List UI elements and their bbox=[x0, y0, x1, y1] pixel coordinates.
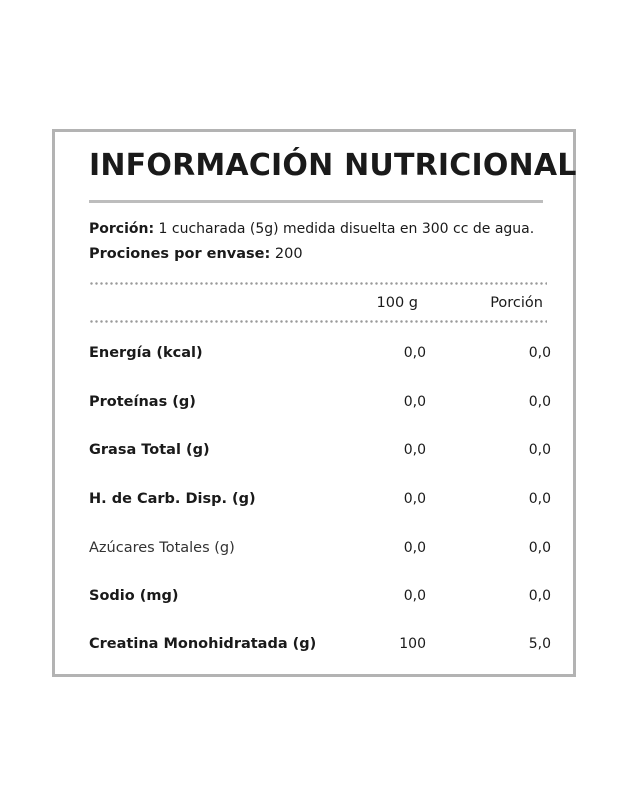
nutrient-label: Creatina Monohidratada (g) bbox=[89, 636, 317, 652]
nutrient-value-portion: 0,0 bbox=[528, 394, 551, 410]
nutrient-row-energy bbox=[89, 343, 551, 363]
dotted-divider-bottom bbox=[89, 320, 547, 323]
nutrient-value-100g: 0,0 bbox=[403, 588, 426, 604]
nutrient-row-sodium bbox=[89, 586, 551, 606]
nutrient-label: Grasa Total (g) bbox=[89, 442, 210, 458]
nutrient-label: Sodio (mg) bbox=[89, 588, 179, 604]
column-header-100g: 100 g bbox=[376, 295, 418, 311]
nutrient-value-portion: 0,0 bbox=[528, 442, 551, 458]
serving-size-line bbox=[89, 220, 534, 238]
nutrient-row-carbohydrates bbox=[89, 489, 551, 509]
nutrition-facts-panel bbox=[52, 129, 576, 677]
servings-per-container-value: 200 bbox=[274, 246, 303, 262]
nutrient-label: Azúcares Totales (g) bbox=[89, 540, 235, 556]
nutrient-row-total-sugars bbox=[89, 538, 551, 558]
nutrient-value-portion: 0,0 bbox=[528, 345, 551, 361]
nutrient-value-100g: 0,0 bbox=[403, 394, 426, 410]
nutrient-row-total-fat bbox=[89, 440, 551, 460]
nutrient-label: H. de Carb. Disp. (g) bbox=[89, 491, 256, 507]
nutrient-label: Energía (kcal) bbox=[89, 345, 203, 361]
nutrient-value-100g: 0,0 bbox=[403, 491, 426, 507]
nutrient-value-portion: 0,0 bbox=[528, 588, 551, 604]
nutrient-row-protein bbox=[89, 392, 551, 412]
servings-per-container-line bbox=[89, 245, 303, 263]
nutrient-row-creatine bbox=[89, 634, 551, 654]
nutrient-value-100g: 100 bbox=[399, 636, 426, 652]
nutrient-value-portion: 0,0 bbox=[528, 491, 551, 507]
nutrient-value-portion: 0,0 bbox=[528, 540, 551, 556]
nutrient-value-100g: 0,0 bbox=[403, 540, 426, 556]
serving-size-text: 1 cucharada (5g) medida disuelta en 300 cc de agua. bbox=[158, 221, 535, 237]
serving-size-label: Porción: bbox=[89, 221, 155, 237]
nutrient-value-portion: 5,0 bbox=[528, 636, 551, 652]
nutrient-label: Proteínas (g) bbox=[89, 394, 196, 410]
column-header-portion: Porción bbox=[490, 295, 543, 311]
servings-per-container-label: Prociones por envase: bbox=[89, 246, 271, 262]
nutrient-value-100g: 0,0 bbox=[403, 442, 426, 458]
title-divider bbox=[89, 200, 543, 203]
nutrition-title: INFORMACIÓN NUTRICIONAL bbox=[89, 148, 577, 183]
nutrient-value-100g: 0,0 bbox=[403, 345, 426, 361]
dotted-divider-top bbox=[89, 282, 547, 285]
